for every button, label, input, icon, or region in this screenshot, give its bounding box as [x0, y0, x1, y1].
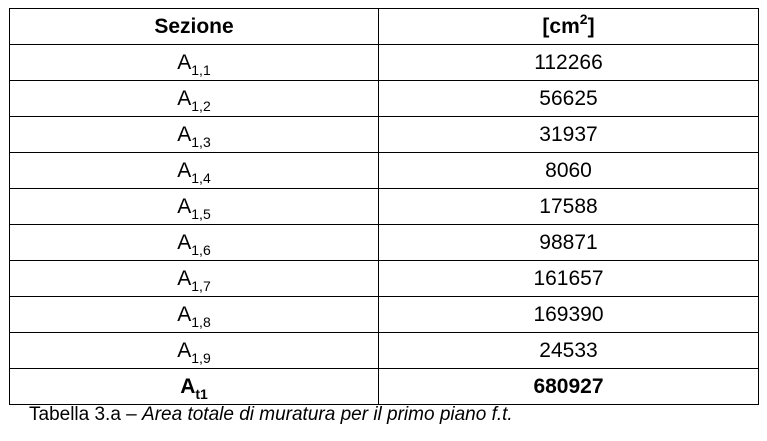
unit-exponent: 2 — [579, 11, 588, 27]
section-symbol: A — [177, 303, 192, 326]
header-sezione: Sezione — [10, 9, 379, 45]
unit-open-bracket: [ — [542, 15, 550, 38]
total-row — [10, 369, 759, 405]
header-row — [10, 9, 759, 45]
table-caption — [29, 405, 513, 424]
total-symbol: A — [180, 375, 196, 398]
section-subscript: 1,6 — [191, 242, 211, 258]
section-subscript: 1,2 — [191, 98, 211, 114]
table-row — [10, 117, 759, 153]
section-symbol: A — [177, 339, 192, 362]
area-value: 112266 — [379, 45, 759, 81]
table-row — [10, 297, 759, 333]
section-cell — [10, 153, 379, 189]
area-value: 24533 — [379, 333, 759, 369]
section-cell — [10, 333, 379, 369]
area-value: 169390 — [379, 297, 759, 333]
table-row — [10, 261, 759, 297]
section-symbol: A — [177, 87, 192, 110]
total-subscript: t1 — [195, 386, 208, 402]
section-cell — [10, 297, 379, 333]
table-row — [10, 225, 759, 261]
total-area-value: 680927 — [379, 369, 759, 405]
section-cell — [10, 225, 379, 261]
section-symbol: A — [177, 195, 192, 218]
table-row — [10, 153, 759, 189]
section-subscript: 1,3 — [191, 134, 211, 150]
section-subscript: 1,1 — [191, 62, 211, 78]
table-row — [10, 189, 759, 225]
area-value: 56625 — [379, 81, 759, 117]
section-cell — [10, 117, 379, 153]
total-section-cell — [10, 369, 379, 405]
section-cell — [10, 81, 379, 117]
section-cell — [10, 261, 379, 297]
section-subscript: 1,4 — [191, 170, 211, 186]
section-symbol: A — [177, 51, 192, 74]
header-unit — [379, 9, 759, 45]
section-subscript: 1,9 — [191, 350, 211, 366]
section-cell — [10, 45, 379, 81]
table-row — [10, 45, 759, 81]
caption-label: Tabella 3.a – — [29, 404, 143, 425]
area-table — [9, 8, 759, 405]
section-subscript: 1,8 — [191, 314, 211, 330]
unit-close-bracket: ] — [587, 15, 595, 38]
table-row — [10, 81, 759, 117]
area-value: 17588 — [379, 189, 759, 225]
section-symbol: A — [177, 231, 192, 254]
area-value: 8060 — [379, 153, 759, 189]
caption-text: Area totale di muratura per il primo piano f.t. — [142, 404, 513, 425]
unit-text: cm — [549, 15, 580, 38]
section-subscript: 1,5 — [191, 206, 211, 222]
area-value: 161657 — [379, 261, 759, 297]
area-value: 98871 — [379, 225, 759, 261]
section-symbol: A — [177, 159, 192, 182]
section-cell — [10, 189, 379, 225]
section-symbol: A — [177, 123, 192, 146]
section-symbol: A — [177, 267, 192, 290]
table-row — [10, 333, 759, 369]
area-value: 31937 — [379, 117, 759, 153]
section-subscript: 1,7 — [191, 278, 211, 294]
table-container — [9, 8, 758, 405]
